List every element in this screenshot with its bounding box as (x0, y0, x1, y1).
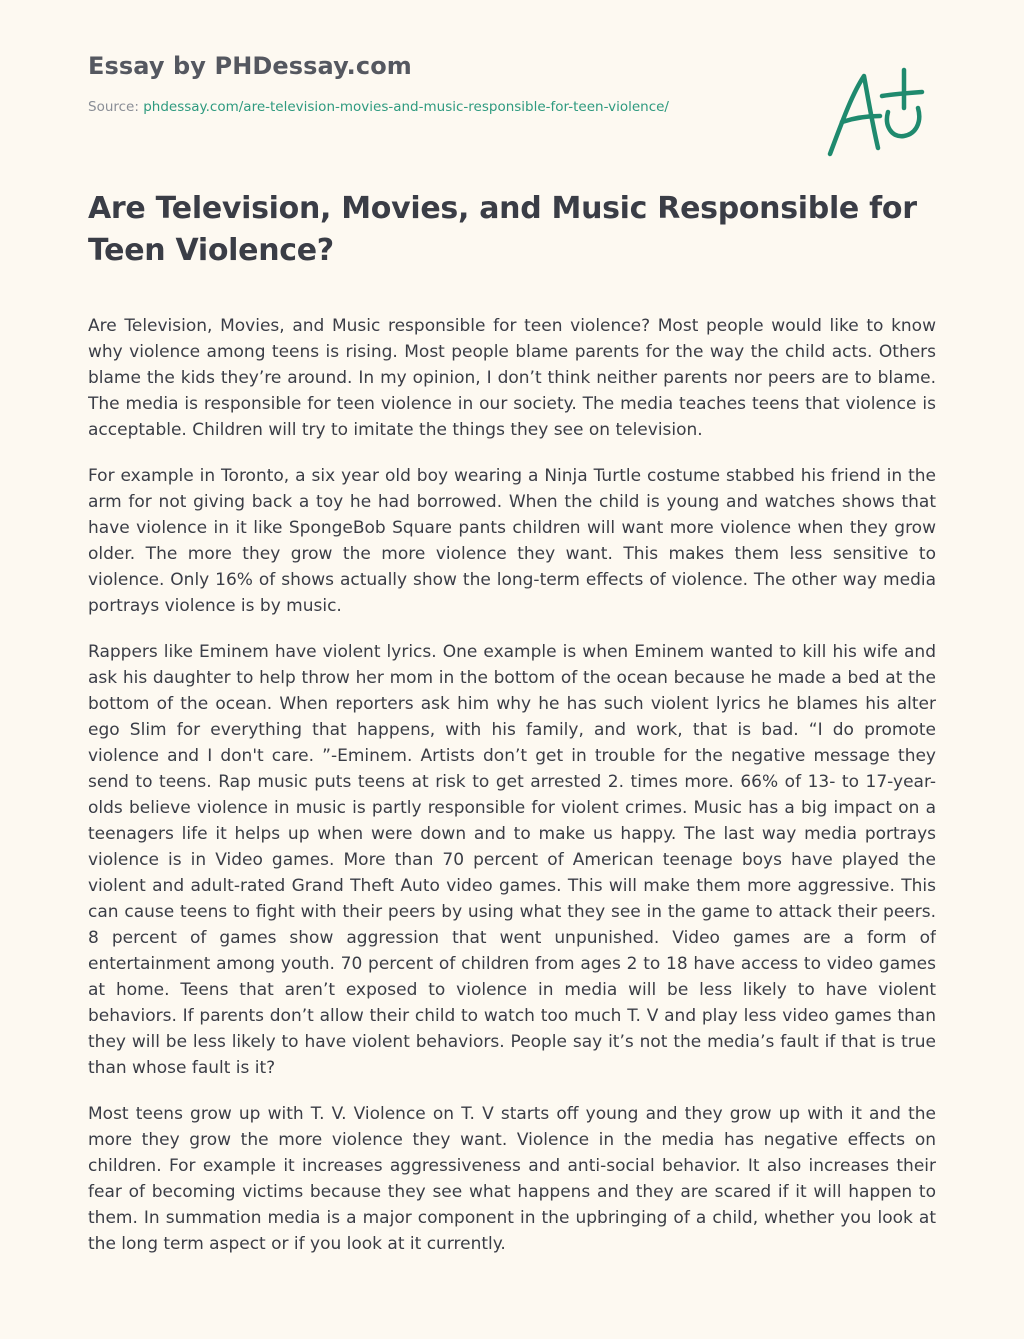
essay-paragraph: Are Television, Movies, and Music responsible for teen violence? Most people would like to know why violence among teens is rising. Most people blame parents for the way the child acts. Others blame the kids they’re around. In my opinion, I don’t think neither parents nor peers are to blame. The media is responsible for teen violence in our society. The media teaches teens that violence is acceptable. Children will try to imitate the things they see on television. (88, 316, 936, 440)
site-header (88, 50, 788, 116)
source-label: Source: (88, 99, 144, 115)
brand-title: Essay by PHDessay.com (88, 52, 412, 80)
content-fade-overlay (0, 1284, 1024, 1339)
essay-title: Are Television, Movies, and Music Responsible for Teen Violence? (88, 191, 917, 268)
source-link[interactable]: phdessay.com/are-television-movies-and-music-responsible-for-teen-violence/ (143, 99, 669, 115)
essay-paragraph: Most teens grow up with T. V. Violence on T. V starts off young and they grow up with it and the more they grow the more violence they want. Violence in the media has negative effects on children. For example it increases aggressiveness and anti-social behavior. It also increases their fear of becoming victims because they see what happens and they are scared if it will happen to them. In summation media is a major component in the upbringing of a child, whether you look at the long term aspect or if you look at it currently. (88, 1104, 936, 1254)
essay-paragraph: Rappers like Eminem have violent lyrics. One example is when Eminem wanted to kill his wife and ask his daughter to help throw her mom in the bottom of the ocean because he made a bed at the bottom of the ocean. When reporters ask him why he has such violent lyrics he blames his alter ego Slim for everything that happens, with his family, and work, that is bad. “I do promote violence and I don't care. ”-Eminem. Artists don’t get in trouble for the negative message they send to teens. Rap music puts teens at risk to get arrested 2. times more. 66% of 13- to 17-year-olds believe violence in music is partly responsible for violent crimes. Music has a big impact on a teenagers life it helps up when were down and to make us happy. The last way media portrays violence is in Video games. More than 70 percent of American teenage boys have played the violent and adult-rated Grand Theft Auto video games. This will make them more aggressive. This can cause teens to fight with their peers by using what they see in the game to attack their peers. 8 percent of games show aggression that went unpunished. Video games are a form of entertainment among youth. 70 percent of children from ages 2 to 18 have access to video games at home. Teens that aren’t exposed to violence in media will be less likely to have violent behaviors. If parents don’t allow their child to watch too much T. V and play less video games than they will be less likely to have violent behaviors. People say it’s not the media’s fault if that is true than whose fault is it? (88, 642, 936, 1078)
essay-paragraph: For example in Toronto, a six year old boy wearing a Ninja Turtle costume stabbed his friend in the arm for not giving back a toy he had borrowed. When the child is young and watches shows that have violence in it like SpongeBob Square pants children will want more violence when they grow older. The more they grow the more violence they want. This makes them less sensitive to violence. Only 16% of shows actually show the long-term effects of violence. The other way media portrays violence is by music. (88, 466, 936, 616)
essay-body (88, 313, 936, 1297)
source-line (88, 98, 788, 116)
a-plus-logo-icon (822, 62, 932, 162)
